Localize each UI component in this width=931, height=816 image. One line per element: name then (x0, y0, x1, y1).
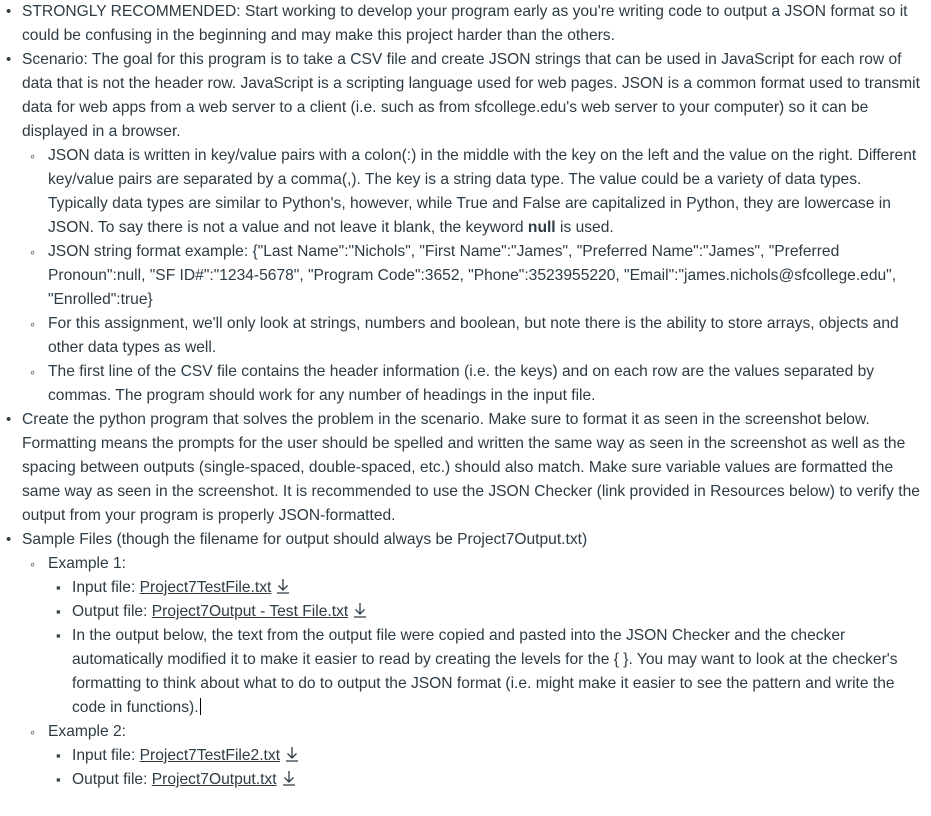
output-file-label: Output file: (72, 771, 152, 788)
text-cursor (200, 698, 201, 715)
example-2-files (72, 744, 923, 792)
example-1-input-row (72, 576, 923, 600)
list-item-json-data (48, 144, 923, 240)
sample-files-text: Sample Files (though the filename for output should always be Project7Output.txt) (22, 531, 588, 548)
output-file-label: Output file: (72, 603, 152, 620)
null-keyword: null (527, 219, 556, 236)
list-item-create (22, 408, 923, 528)
download-icon[interactable] (276, 578, 290, 594)
list-item-assignment-types (48, 312, 923, 360)
download-icon[interactable] (282, 770, 296, 786)
output-file-link[interactable]: Project7Output - Test File.txt (151, 603, 349, 620)
examples-list (48, 552, 923, 792)
first-line-text: The first line of the CSV file contains the header information (i.e. the keys) and on each row are the values separated by commas. The program should work for any number of headings in the input file. (48, 363, 875, 404)
list-item-example-1 (48, 552, 923, 720)
scenario-sub-list (48, 144, 923, 408)
download-icon[interactable] (353, 602, 367, 618)
list-item-example-2 (48, 720, 923, 792)
create-text: Create the python program that solves the problem in the scenario. Make sure to format it as seen in the screenshot below. Formatting means the prompts for the user should be spelled and written the same way as seen in the screenshot as well as the spacing between outputs (single-spaced, double-spaced, etc.) should also match. Make sure variable values are formatted the same way as seen in the screenshot. It is recommended to use the JSON Checker (link provided in Resources below) to verify the output from your program is properly JSON-formatted. (22, 411, 920, 524)
example-1-title: Example 1: (48, 555, 127, 572)
example-1-files (72, 576, 923, 720)
example-2-title: Example 2: (48, 723, 127, 740)
output-file-link[interactable]: Project7Output.txt (151, 771, 277, 788)
input-file-label: Input file: (72, 747, 140, 764)
example-1-output-row (72, 600, 923, 624)
list-item-first-line (48, 360, 923, 408)
example-2-output-row (72, 768, 923, 792)
list-item-json-example (48, 240, 923, 312)
input-file-label: Input file: (72, 579, 140, 596)
recommended-text: STRONGLY RECOMMENDED: Start working to develop your program early as you're writing code to output a JSON format so it could be confusing in the beginning and may make this project harder than the others. (22, 3, 908, 44)
download-icon[interactable] (285, 746, 299, 762)
scenario-text: Scenario: The goal for this program is to take a CSV file and create JSON strings that can be used in JavaScript for each row of data that is not the header row. JavaScript is a scripting language used for web pages. JSON is a common format used to transmit data for web apps from a web server to a client (i.e. such as from sfcollege.edu's web server to your computer) so it can be displayed in a browser. (22, 51, 920, 140)
list-item-recommended (22, 0, 923, 48)
assignment-types-text: For this assignment, we'll only look at strings, numbers and boolean, but note there is the ability to store arrays, objects and other data types as well. (48, 315, 899, 356)
example-1-note-row (72, 624, 923, 720)
example-1-note: In the output below, the text from the output file were copied and pasted into the JSON Checker and the checker automatically modified it to make it easier to read by creating the levels for the { }. You may want to look at the checker's formatting to think about what to do to output the JSON format (i.e. might make it easier to see the pattern and write the code in functions). (72, 627, 898, 716)
example-2-input-row (72, 744, 923, 768)
list-item-scenario (22, 48, 923, 408)
input-file-link[interactable]: Project7TestFile.txt (139, 579, 272, 596)
json-data-text-end: is used. (555, 219, 614, 236)
list-item-sample-files (22, 528, 923, 792)
input-file-link[interactable]: Project7TestFile2.txt (139, 747, 281, 764)
json-example-text: JSON string format example: {"Last Name":"Nichols", "First Name":"James", "Preferred Name":"James", "Preferred Pronoun":null, "SF ID#":"1234-5678", "Program Code":3652, "Phone":3523955220, "Email":"james.nichols@sfcollege.edu", "Enrolled":true} (48, 243, 897, 308)
main-bullet-list (22, 0, 923, 792)
json-data-text: JSON data is written in key/value pairs with a colon(:) in the middle with the key on the left and the value on the right. Different key/value pairs are separated by a comma(,). The key is a string data type. The value could be a variety of data types. Typically data types are similar to Python's, however, while True and False are capitalized in Python, they are lowercase in JSON. To say there is not a value and not leave it blank, the keyword (48, 147, 917, 236)
